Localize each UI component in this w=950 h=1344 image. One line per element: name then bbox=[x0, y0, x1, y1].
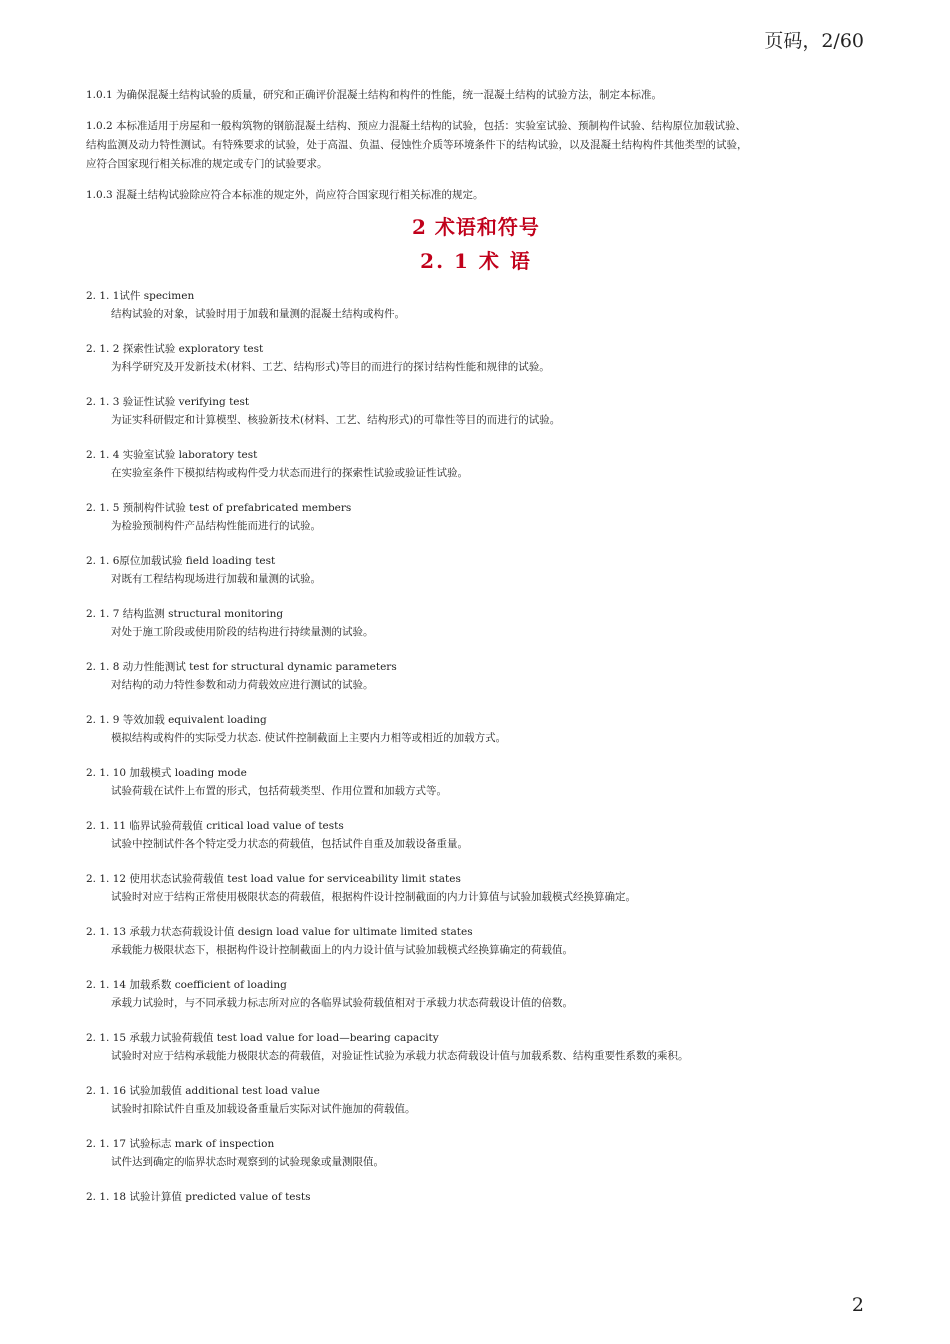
paragraph-line: 1.0.3 混凝土结构试验除应符合本标准的规定外，尚应符合国家现行相关标准的规定。 bbox=[86, 189, 484, 201]
term-heading: 2. 1. 7 结构监测 structural monitoring bbox=[86, 608, 284, 620]
term-item bbox=[86, 393, 866, 429]
term-item bbox=[86, 287, 866, 323]
term-heading: 2. 1. 1试件 specimen bbox=[86, 290, 195, 302]
term-heading: 2. 1. 14 加载系数 coefficient of loading bbox=[86, 979, 287, 991]
term-heading: 2. 1. 6原位加载试验 field loading test bbox=[86, 555, 276, 567]
document-body bbox=[86, 86, 866, 1223]
term-heading: 2. 1. 10 加载模式 loading mode bbox=[86, 767, 247, 779]
term-definition: 试验时对应于结构正常使用极限状态的荷载值，根据构件设计控制截面的内力计算值与试验加载模式经换算确定。 bbox=[111, 891, 636, 903]
term-heading: 2. 1. 8 动力性能测试 test for structural dynamic parameters bbox=[86, 661, 397, 673]
paragraph-line: 结构监测及动力特性测试。有特殊要求的试验，处于高温、负温、侵蚀性介质等环境条件下的结构试验，以及混凝土结构构件其他类型的试验， bbox=[86, 139, 748, 151]
term-definition: 承载能力极限状态下，根据构件设计控制截面上的内力设计值与试验加载模式经换算确定的荷载值。 bbox=[111, 944, 573, 956]
term-heading: 2. 1. 9 等效加载 equivalent loading bbox=[86, 714, 267, 726]
page-number: 2 bbox=[851, 1294, 864, 1316]
term-definition: 试验中控制试件各个特定受力状态的荷载值，包括试件自重及加载设备重量。 bbox=[111, 838, 468, 850]
paragraph bbox=[86, 117, 866, 174]
term-definition: 对既有工程结构现场进行加载和量测的试验。 bbox=[111, 573, 321, 585]
term-heading: 2. 1. 16 试验加载值 additional test load value bbox=[86, 1085, 320, 1097]
term-item bbox=[86, 711, 866, 747]
term-heading: 2. 1. 17 试验标志 mark of inspection bbox=[86, 1138, 275, 1150]
term-item bbox=[86, 605, 866, 641]
term-heading: 2. 1. 2 探索性试验 exploratory test bbox=[86, 343, 264, 355]
term-definition: 试件达到确定的临界状态时观察到的试验现象或量测限值。 bbox=[111, 1156, 384, 1168]
term-heading: 2. 1. 15 承载力试验荷载值 test load value for load—bearing capacity bbox=[86, 1032, 439, 1044]
term-item bbox=[86, 446, 866, 482]
term-item bbox=[86, 1188, 866, 1206]
term-item bbox=[86, 923, 866, 959]
section-title: 2. 1 术 语 bbox=[420, 249, 532, 273]
term-definition: 在实验室条件下模拟结构或构件受力状态而进行的探索性试验或验证性试验。 bbox=[111, 467, 468, 479]
paragraph-line: 应符合国家现行相关标准的规定或专门的试验要求。 bbox=[86, 158, 328, 170]
term-definition: 为证实科研假定和计算模型、核验新技术(材料、工艺、结构形式)的可靠性等目的而进行的试验。 bbox=[111, 414, 561, 426]
term-item bbox=[86, 552, 866, 588]
term-item bbox=[86, 817, 866, 853]
term-definition: 为科学研究及开发新技术(材料、工艺、结构形式)等目的而进行的探讨结构性能和规律的试验。 bbox=[111, 361, 550, 373]
term-heading: 2. 1. 4 实验室试验 laboratory test bbox=[86, 449, 258, 461]
term-definition: 对结构的动力特性参数和动力荷载效应进行测试的试验。 bbox=[111, 679, 374, 691]
term-item bbox=[86, 870, 866, 906]
paragraph bbox=[86, 86, 866, 105]
term-definition: 结构试验的对象，试验时用于加载和量测的混凝土结构或构件。 bbox=[111, 308, 405, 320]
term-definition: 试验时对应于结构承载能力极限状态的荷载值，对验证性试验为承载力状态荷载设计值与加载系数、结构重要性系数的乘积。 bbox=[111, 1050, 689, 1062]
term-definition: 承载力试验时，与不同承载力标志所对应的各临界试验荷载值相对于承载力状态荷载设计值的倍数。 bbox=[111, 997, 573, 1009]
term-item bbox=[86, 764, 866, 800]
term-heading: 2. 1. 5 预制构件试验 test of prefabricated members bbox=[86, 502, 352, 514]
term-item bbox=[86, 1082, 866, 1118]
paragraph-line: 1.0.2 本标准适用于房屋和一般构筑物的钢筋混凝土结构、预应力混凝土结构的试验，包括：实验室试验、预制构件试验、结构原位加载试验、 bbox=[86, 120, 747, 132]
term-definition: 对处于施工阶段或使用阶段的结构进行持续量测的试验。 bbox=[111, 626, 374, 638]
term-item bbox=[86, 499, 866, 535]
paragraph-line: 1.0.1 为确保混凝土结构试验的质量，研究和正确评价混凝土结构和构件的性能，统一混凝土结构的试验方法，制定本标准。 bbox=[86, 89, 663, 101]
chapter-title: 2 术语和符号 bbox=[412, 215, 540, 239]
term-item bbox=[86, 1029, 866, 1065]
term-definition: 试验时扣除试件自重及加载设备重量后实际对试件施加的荷载值。 bbox=[111, 1103, 416, 1115]
term-definition: 模拟结构或构件的实际受力状态. 使试件控制截面上主要内力相等或相近的加载方式。 bbox=[111, 732, 507, 744]
term-heading: 2. 1. 12 使用状态试验荷载值 test load value for serviceability limit states bbox=[86, 873, 461, 885]
term-heading: 2. 1. 18 试验计算值 predicted value of tests bbox=[86, 1191, 311, 1203]
term-definition: 试验荷载在试件上布置的形式，包括荷载类型、作用位置和加载方式等。 bbox=[111, 785, 447, 797]
term-definition: 为检验预制构件产品结构性能而进行的试验。 bbox=[111, 520, 321, 532]
page-indicator: 页码，2/60 bbox=[764, 30, 864, 52]
term-item bbox=[86, 976, 866, 1012]
term-list bbox=[86, 287, 866, 1206]
term-item bbox=[86, 1135, 866, 1171]
general-provisions bbox=[86, 86, 866, 205]
term-heading: 2. 1. 3 验证性试验 verifying test bbox=[86, 396, 250, 408]
paragraph bbox=[86, 186, 866, 205]
term-item bbox=[86, 658, 866, 694]
term-item bbox=[86, 340, 866, 376]
term-heading: 2. 1. 11 临界试验荷载值 critical load value of tests bbox=[86, 820, 344, 832]
term-heading: 2. 1. 13 承载力状态荷载设计值 design load value for ultimate limited states bbox=[86, 926, 473, 938]
